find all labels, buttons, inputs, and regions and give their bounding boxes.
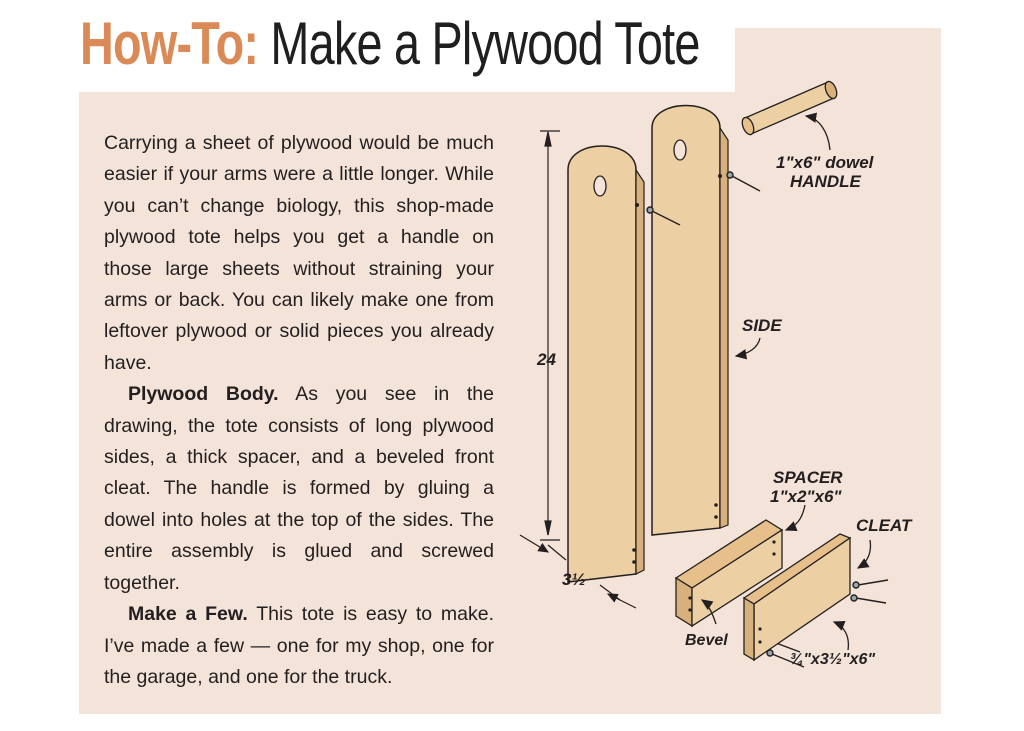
side-panel-back — [652, 106, 728, 536]
title-main: Make a Plywood Tote — [270, 10, 700, 77]
screw-icon — [851, 595, 886, 603]
spacer-size-label: 1"x2"x6" — [770, 487, 842, 506]
width-label: 3½ — [562, 570, 586, 589]
make-a-few-heading: Make a Few. — [128, 603, 248, 626]
height-label: 24 — [537, 350, 556, 369]
handle-label: HANDLE — [790, 172, 861, 191]
title-prefix: How-To: — [80, 10, 259, 77]
intro-paragraph: Carrying a sheet of plywood would be much easier if your arms were a little longer. While you can’t change biology, this shop-made plywood tote helps you get a handle on those large sheets without straining your arms or back. You can likely make one from leftover plywood or solid pieces you already have. — [104, 132, 494, 374]
plywood-body-text: As you see in the drawing, the tote consists of long plywood sides, a thick spacer, and a beveled front cleat. The handle is formed by gluing a dowel into holes at the top of the sides. The entire assembly is glued and screwed together. — [104, 383, 495, 594]
cleat-label: CLEAT — [856, 516, 912, 535]
side-panel-front — [568, 146, 644, 582]
spacer-label: SPACER — [773, 468, 843, 487]
height-dimension — [540, 131, 560, 540]
side-label: SIDE — [742, 316, 782, 335]
make-a-few-text: This tote is easy to make. I’ve made a few — one for my shop, one for the garage, and one for the truck. — [104, 603, 495, 688]
cleat-size-label: ¾"x3½"x6" — [790, 651, 876, 668]
screw-icon — [727, 172, 760, 191]
bevel-label: Bevel — [685, 632, 728, 649]
dowel-size-label: 1"x6" dowel — [776, 153, 874, 172]
dowel-handle — [740, 80, 839, 136]
plywood-body-heading: Plywood Body. — [128, 383, 279, 406]
screw-icon — [853, 580, 888, 588]
